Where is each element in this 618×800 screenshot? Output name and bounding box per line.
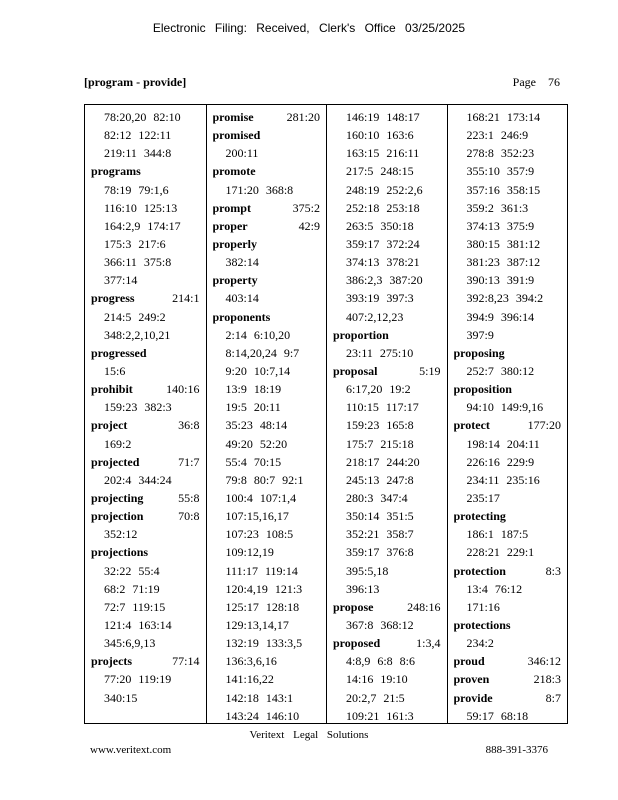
index-reference-line: 217:5 248:15 xyxy=(346,164,414,179)
index-entry-word xyxy=(91,507,200,525)
index-reference-line: 4:8,9 6:8 8:6 xyxy=(346,654,416,669)
index-reference-line: 19:5 20:11 xyxy=(225,400,281,415)
index-reference-line: 226:16 229:9 xyxy=(466,454,535,469)
entry-first-reference: 8:3 xyxy=(545,563,561,578)
footer-website: www.veritext.com xyxy=(90,744,172,756)
index-reference-line: 110:15 117:17 xyxy=(346,400,419,415)
index-reference-line: 109:12,19 xyxy=(225,545,274,560)
index-reference-line: 280:3 347:4 xyxy=(346,490,408,505)
entry-word: protecting xyxy=(453,509,506,524)
index-reference-line: 374:13 378:21 xyxy=(346,255,420,270)
entry-word: proposition xyxy=(453,382,512,397)
index-entry-word xyxy=(213,271,321,289)
index-reference-line: 248:19 252:2,6 xyxy=(346,182,423,197)
index-reference-line: 100:4 107:1,4 xyxy=(225,490,297,505)
index-entry-word xyxy=(213,308,321,326)
index-reference-line: 55:4 70:15 xyxy=(225,454,282,469)
index-reference-line: 395:5,18 xyxy=(346,563,389,578)
index-reference-line: 355:10 357:9 xyxy=(466,164,535,179)
index-reference-line: 143:24 146:10 xyxy=(225,708,300,723)
index-entry-word xyxy=(213,108,321,126)
entry-word: propose xyxy=(333,599,374,614)
index-entry-word xyxy=(454,416,562,434)
index-reference-line: 186:1 187:5 xyxy=(466,527,529,542)
index-column-3 xyxy=(326,105,447,723)
index-reference-line: 2:14 6:10,20 xyxy=(225,327,291,342)
entry-word: protect xyxy=(453,418,490,433)
entry-word: project xyxy=(91,418,128,433)
index-reference-line: 121:4 163:14 xyxy=(104,617,172,632)
index-reference-line: 200:11 xyxy=(225,146,259,161)
index-entry-word xyxy=(91,416,200,434)
index-reference-line: 396:13 xyxy=(346,581,380,596)
index-reference-line: 381:23 387:12 xyxy=(466,255,541,270)
index-reference-line: 352:12 xyxy=(104,527,138,542)
index-reference-line: 13:4 76:12 xyxy=(466,581,523,596)
entry-first-reference: 8:7 xyxy=(545,690,561,705)
index-reference-line: 374:13 375:9 xyxy=(466,218,535,233)
index-reference-line: 107:23 108:5 xyxy=(225,527,294,542)
index-reference-line: 164:2,9 174:17 xyxy=(104,218,181,233)
index-column-2 xyxy=(206,105,327,723)
index-entry-word xyxy=(91,453,200,471)
index-reference-line: 397:9 xyxy=(466,327,494,342)
entry-first-reference: 55:8 xyxy=(178,490,200,505)
index-reference-line: 160:10 163:6 xyxy=(346,128,414,143)
entry-first-reference: 214:1 xyxy=(172,291,200,306)
index-reference-line: 59:17 68:18 xyxy=(466,708,529,723)
word-index-table xyxy=(84,104,568,724)
entry-first-reference: 42:9 xyxy=(298,218,320,233)
entry-word: projected xyxy=(91,454,140,469)
index-reference-line: 278:8 352:23 xyxy=(466,146,535,161)
entry-first-reference: 1:3,4 xyxy=(416,636,441,651)
entry-word: property xyxy=(212,273,258,288)
index-reference-line: 218:17 244:20 xyxy=(346,454,420,469)
index-reference-line: 6:17,20 19:2 xyxy=(346,382,411,397)
index-entry-word xyxy=(454,380,562,398)
entry-first-reference: 281:20 xyxy=(286,110,320,124)
index-entry-word xyxy=(213,162,321,180)
index-reference-line: 8:14,20,24 9:7 xyxy=(225,345,300,360)
index-entry-word xyxy=(91,489,200,507)
index-reference-line: 136:3,6,16 xyxy=(225,654,277,669)
entry-first-reference: 70:8 xyxy=(178,509,200,524)
index-reference-line: 252:18 253:18 xyxy=(346,200,420,215)
index-reference-line: 390:13 391:9 xyxy=(466,273,535,288)
entry-word: promise xyxy=(212,110,254,124)
index-reference-line: 235:17 xyxy=(466,490,500,505)
footer-phone: 888-391-3376 xyxy=(485,744,548,756)
index-reference-line: 392:8,23 394:2 xyxy=(466,291,544,306)
index-reference-line: 132:19 133:3,5 xyxy=(225,636,303,651)
index-entry-word xyxy=(91,289,200,307)
index-entry-word xyxy=(333,326,441,344)
index-reference-line: 163:15 216:11 xyxy=(346,146,420,161)
index-reference-line: 245:13 247:8 xyxy=(346,472,414,487)
entry-word: provide xyxy=(453,690,493,705)
index-reference-line: 407:2,12,23 xyxy=(346,309,404,324)
index-entry-word xyxy=(91,543,200,561)
index-entry-word xyxy=(213,126,321,144)
index-reference-line: 382:14 xyxy=(225,255,259,270)
entry-word: projections xyxy=(91,545,149,560)
entry-word: prompt xyxy=(212,200,251,215)
entry-first-reference: 71:7 xyxy=(178,454,200,469)
index-column-1 xyxy=(85,105,206,723)
index-reference-line: 359:17 372:24 xyxy=(346,236,420,251)
entry-word: proud xyxy=(453,654,485,669)
index-entry-word xyxy=(454,616,562,634)
index-reference-line: 219:11 344:8 xyxy=(104,146,172,161)
entry-first-reference: 140:16 xyxy=(166,382,200,397)
index-reference-line: 79:8 80:7 92:1 xyxy=(225,472,304,487)
index-entry-word xyxy=(91,652,200,670)
index-reference-line: 171:20 368:8 xyxy=(225,182,294,197)
entry-word: proposed xyxy=(333,636,381,651)
index-reference-line: 359:2 361:3 xyxy=(466,200,529,215)
index-reference-line: 72:7 119:15 xyxy=(104,599,166,614)
entry-word: prohibit xyxy=(91,382,133,397)
index-entry-word xyxy=(454,670,562,688)
index-reference-line: 159:23 382:3 xyxy=(104,400,172,415)
index-reference-line: 214:5 249:2 xyxy=(104,309,166,324)
index-reference-line: 111:17 119:14 xyxy=(225,563,298,578)
index-reference-line: 14:16 19:10 xyxy=(346,672,408,687)
index-reference-line: 159:23 165:8 xyxy=(346,418,414,433)
index-reference-line: 168:21 173:14 xyxy=(466,110,541,124)
entry-first-reference: 36:8 xyxy=(178,418,200,433)
entry-word: projecting xyxy=(91,490,144,505)
index-reference-line: 345:6,9,13 xyxy=(104,636,156,651)
index-entry-word xyxy=(454,689,562,707)
index-reference-line: 175:7 215:18 xyxy=(346,436,414,451)
entry-word: progress xyxy=(91,291,135,306)
index-reference-line: 169:2 xyxy=(104,436,132,451)
index-reference-line: 380:15 381:12 xyxy=(466,236,541,251)
index-entry-word xyxy=(91,380,200,398)
entry-first-reference: 346:12 xyxy=(527,654,561,669)
filing-stamp: Electronic Filing: Received, Clerk's Office 03/25/2025 xyxy=(152,21,466,35)
index-reference-line: 202:4 344:24 xyxy=(104,472,172,487)
index-reference-line: 142:18 143:1 xyxy=(225,690,294,705)
index-reference-line: 223:1 246:9 xyxy=(466,128,529,143)
entry-first-reference: 375:2 xyxy=(292,200,320,215)
index-reference-line: 141:16,22 xyxy=(225,672,274,687)
index-reference-line: 234:2 xyxy=(466,636,494,651)
index-entry-word xyxy=(454,507,562,525)
index-reference-line: 116:10 125:13 xyxy=(104,200,178,215)
index-reference-line: 129:13,14,17 xyxy=(225,617,289,632)
index-reference-line: 366:11 375:8 xyxy=(104,255,172,270)
index-reference-line: 386:2,3 387:20 xyxy=(346,273,423,288)
index-reference-line: 175:3 217:6 xyxy=(104,236,166,251)
index-entry-word xyxy=(91,344,200,362)
index-reference-line: 198:14 204:11 xyxy=(466,436,540,451)
index-reference-line: 252:7 380:12 xyxy=(466,363,535,378)
index-reference-line: 13:9 18:19 xyxy=(225,382,282,397)
index-reference-line: 394:9 396:14 xyxy=(466,309,535,324)
index-reference-line: 234:11 235:16 xyxy=(466,472,540,487)
entry-word: proposing xyxy=(453,345,505,360)
index-entry-word xyxy=(213,199,321,217)
index-reference-line: 120:4,19 121:3 xyxy=(225,581,303,596)
index-reference-line: 367:8 368:12 xyxy=(346,617,414,632)
entry-word: promised xyxy=(212,128,261,143)
index-entry-word xyxy=(333,634,441,652)
index-reference-line: 68:2 71:19 xyxy=(104,581,160,596)
entry-word: proposal xyxy=(333,363,378,378)
index-reference-line: 228:21 229:1 xyxy=(466,545,535,560)
index-reference-line: 9:20 10:7,14 xyxy=(225,363,291,378)
index-reference-line: 82:12 122:11 xyxy=(104,128,172,143)
entry-word: proponents xyxy=(212,309,271,324)
index-reference-line: 359:17 376:8 xyxy=(346,545,414,560)
entry-word: proven xyxy=(453,672,490,687)
index-range: [program - provide] xyxy=(84,75,187,89)
index-reference-line: 352:21 358:7 xyxy=(346,527,414,542)
entry-first-reference: 248:16 xyxy=(407,599,441,614)
index-entry-word xyxy=(333,362,441,380)
entry-word: programs xyxy=(91,164,141,179)
index-reference-line: 357:16 358:15 xyxy=(466,182,541,197)
index-reference-line: 340:15 xyxy=(104,690,138,705)
footer-company: Veritext Legal Solutions xyxy=(249,729,369,741)
index-entry-word xyxy=(213,217,321,235)
entry-word: progressed xyxy=(91,345,147,360)
entry-word: properly xyxy=(212,236,257,251)
entry-first-reference: 177:20 xyxy=(527,418,561,433)
index-reference-line: 348:2,2,10,21 xyxy=(104,327,171,342)
index-reference-line: 49:20 52:20 xyxy=(225,436,288,451)
index-entry-word xyxy=(213,235,321,253)
index-entry-word xyxy=(333,598,441,616)
index-entry-word xyxy=(454,344,562,362)
page-number-value: 76 xyxy=(548,75,560,89)
index-reference-line: 171:16 xyxy=(466,599,500,614)
index-reference-line: 94:10 149:9,16 xyxy=(466,400,544,415)
entry-first-reference: 5:19 xyxy=(419,363,441,378)
index-reference-line: 35:23 48:14 xyxy=(225,418,288,433)
entry-word: protection xyxy=(453,563,506,578)
index-reference-line: 350:14 351:5 xyxy=(346,509,414,524)
entry-word: projects xyxy=(91,654,133,669)
entry-first-reference: 77:14 xyxy=(172,654,200,669)
index-entry-word xyxy=(454,652,562,670)
index-reference-line: 78:19 79:1,6 xyxy=(104,182,169,197)
index-column-4 xyxy=(447,105,568,723)
index-reference-line: 146:19 148:17 xyxy=(346,110,420,124)
index-reference-line: 109:21 161:3 xyxy=(346,708,414,723)
index-reference-line: 393:19 397:3 xyxy=(346,291,414,306)
index-reference-line: 263:5 350:18 xyxy=(346,218,414,233)
page-label: Page xyxy=(512,75,536,89)
entry-word: proportion xyxy=(333,327,389,342)
page-number xyxy=(501,75,560,90)
index-reference-line: 15:6 xyxy=(104,363,126,378)
index-reference-line: 125:17 128:18 xyxy=(225,599,300,614)
index-reference-line: 107:15,16,17 xyxy=(225,509,289,524)
index-reference-line: 32:22 55:4 xyxy=(104,563,160,578)
index-reference-line: 23:11 275:10 xyxy=(346,345,414,360)
index-reference-line: 377:14 xyxy=(104,273,138,288)
index-reference-line: 20:2,7 21:5 xyxy=(346,690,405,705)
index-reference-line: 77:20 119:19 xyxy=(104,672,172,687)
entry-word: proper xyxy=(212,218,248,233)
entry-word: projection xyxy=(91,509,144,524)
index-reference-line: 403:14 xyxy=(225,291,259,306)
entry-word: promote xyxy=(212,164,256,179)
index-reference-line: 78:20,20 82:10 xyxy=(104,110,181,124)
entry-first-reference: 218:3 xyxy=(533,672,561,687)
index-entry-word xyxy=(454,562,562,580)
entry-word: protections xyxy=(453,617,511,632)
index-entry-word xyxy=(91,162,200,180)
